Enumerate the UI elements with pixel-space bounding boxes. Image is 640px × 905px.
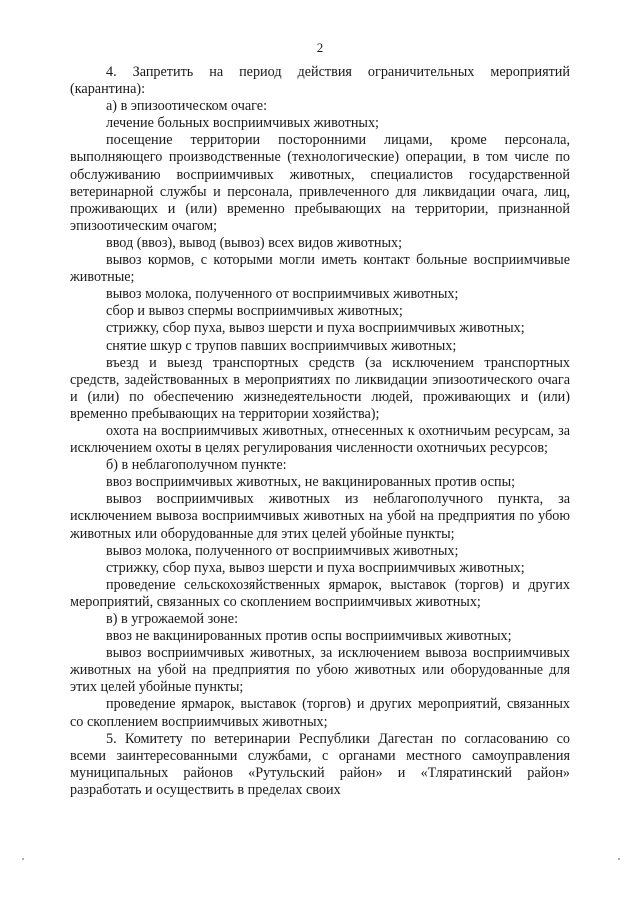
paragraph-5: 5. Комитету по ветеринарии Республики Дагестан по согласованию со всеми заинтересованными службами, с органами местного самоуправления муниципальных районов «Рутульский район» и «Тляратинский район» разработать и осуществить в пределах своих bbox=[70, 730, 570, 798]
list-item: стрижку, сбор пуха, вывоз шерсти и пуха восприимчивых животных; bbox=[106, 320, 525, 337]
list-item: въезд и выезд транспортных средств (за исключением транспортных средств, задействованных в мероприятиях по ликвидации эпизоотического очага и (или) по обеспечению жизнедеятельности людей, проживающих и (или) временно пребывающих на территории хозяйства); bbox=[70, 354, 570, 422]
list-item: сбор и вывоз спермы восприимчивых животных; bbox=[106, 303, 403, 320]
subsection-b: б) в неблагополучном пункте: bbox=[106, 457, 287, 474]
document-body bbox=[70, 64, 570, 799]
list-item: лечение больных восприимчивых животных; bbox=[106, 115, 379, 132]
scan-speck bbox=[618, 858, 620, 860]
list-item: охота на восприимчивых животных, отнесенных к охотничьим ресурсам, за исключением охоты в целях регулирования численности охотничьих ресурсов; bbox=[70, 422, 570, 457]
list-item: проведение сельскохозяйственных ярмарок, выставок (торгов) и других мероприятий, связанных со скоплением восприимчивых животных; bbox=[70, 576, 570, 610]
list-item: вывоз восприимчивых животных, за исключением вывоза восприимчивых животных на убой на предприятия по убою животных или оборудованные для этих целей убойные пункты; bbox=[70, 645, 570, 696]
list-item: вывоз молока, полученного от восприимчивых животных; bbox=[106, 286, 459, 303]
list-item: проведение ярмарок, выставок (торгов) и других мероприятий, связанных со скоплением восприимчивых животных; bbox=[70, 696, 570, 730]
subsection-v: в) в угрожаемой зоне: bbox=[106, 611, 239, 627]
paragraph-4: 4. Запретить на период действия ограничительных мероприятий (карантина): bbox=[70, 64, 570, 98]
scan-speck bbox=[22, 858, 24, 860]
subsection-a: а) в эпизоотическом очаге: bbox=[106, 98, 268, 115]
list-item: вывоз восприимчивых животных из неблагополучного пункта, за исключением вывоза восприимчивых животных на убой на предприятия по убою животных или оборудованные для этих целей убойные пункты; bbox=[70, 491, 570, 542]
list-item: снятие шкур с трупов павших восприимчивых животных; bbox=[106, 337, 457, 354]
list-item: ввод (ввоз), вывод (вывоз) всех видов животных; bbox=[106, 234, 403, 251]
list-item: стрижку, сбор пуха, вывоз шерсти и пуха восприимчивых животных; bbox=[106, 559, 525, 576]
list-item: ввоз восприимчивых животных, не вакцинированных против оспы; bbox=[106, 474, 516, 491]
list-item: ввоз не вакцинированных против оспы восприимчивых животных; bbox=[106, 628, 512, 645]
list-item: вывоз молока, полученного от восприимчивых животных; bbox=[106, 542, 459, 559]
page-number: 2 bbox=[316, 40, 324, 55]
list-item: вывоз кормов, с которыми могли иметь контакт больные восприимчивые животные; bbox=[70, 252, 570, 286]
list-item: посещение территории посторонними лицами, кроме персонала, выполняющего производственные (технологические) операции, в том числе по обслуживанию восприимчивых животных, специалистов государственной ветеринарной службы и персонала, привлеченного для ликвидации очага, лиц, проживающих и (или) временно пребывающих на территории, признанной эпизоотическим очагом; bbox=[70, 132, 570, 234]
